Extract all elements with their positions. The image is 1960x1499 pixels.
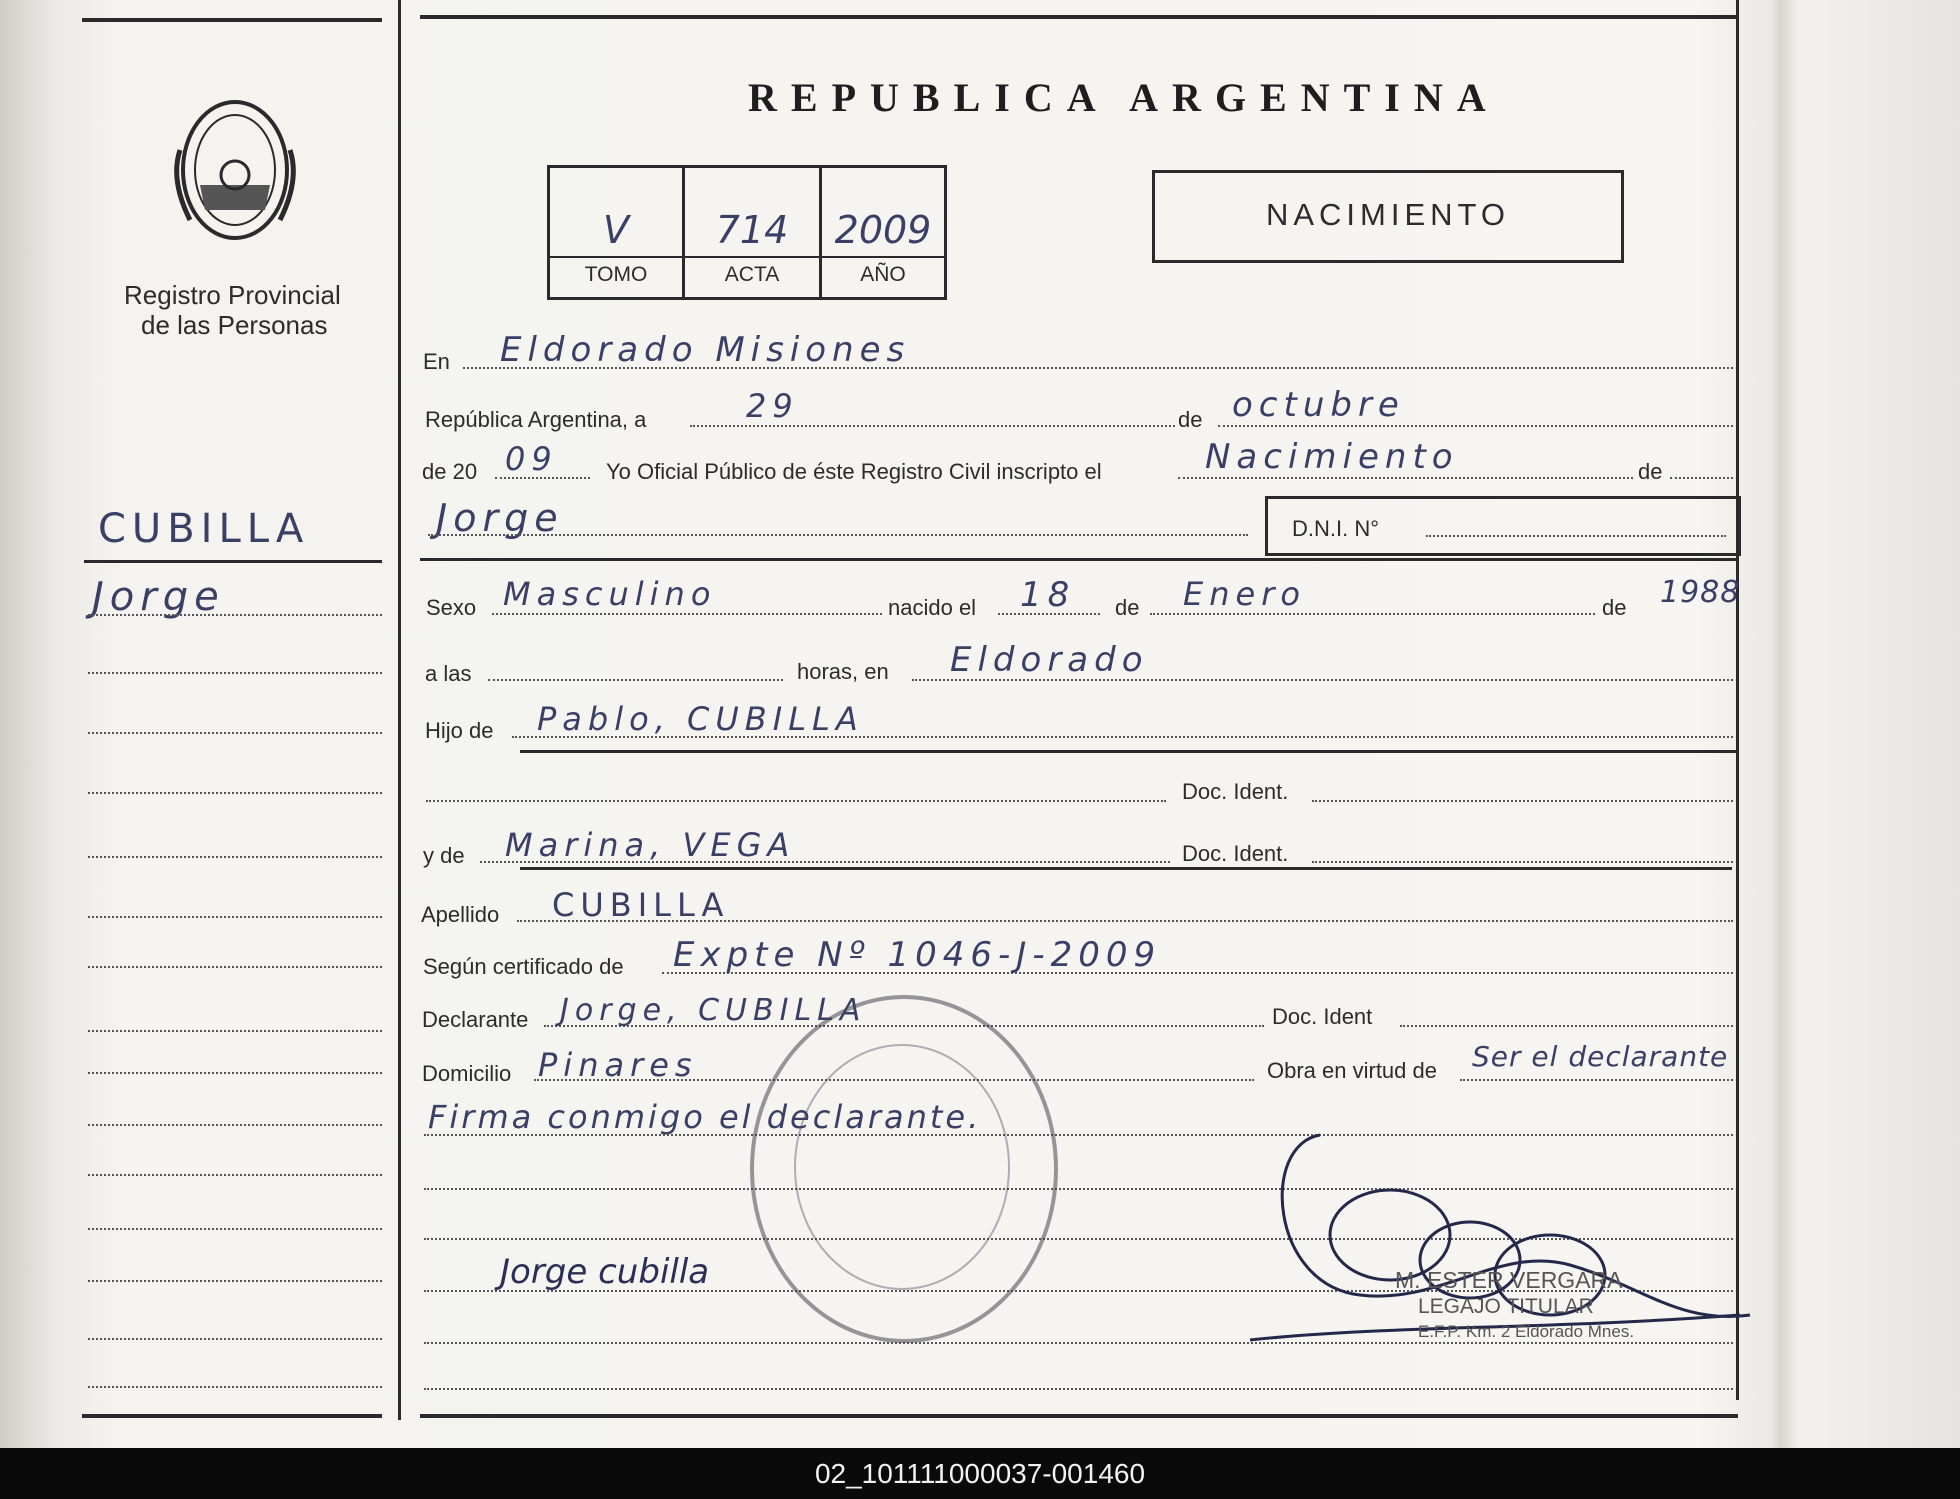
image-caption-bar <box>0 1448 1960 1499</box>
official-stamp-line1: M. ESTER VERGARA <box>1395 1267 1623 1293</box>
image-caption: 02_101111000037-001460 <box>814 1458 1146 1489</box>
birth-place-value: Eldorado <box>950 640 1149 680</box>
birth-de-label: de <box>1115 595 1140 620</box>
month-value: octubre <box>1232 385 1405 425</box>
doc-ident-3-line <box>1400 1025 1733 1027</box>
domicilio-label: Domicilio <box>422 1061 512 1086</box>
a-las-label: a las <box>425 661 472 686</box>
father-value: Pablo, CUBILLA <box>537 700 864 738</box>
segun-label: Según certificado de <box>423 954 624 979</box>
person-name-line <box>428 534 1248 536</box>
father-doc-line <box>426 800 1166 802</box>
bottom-rule-left <box>82 1414 382 1418</box>
margin-line <box>88 856 382 858</box>
en-label: En <box>423 349 450 374</box>
cell-divider <box>822 256 944 258</box>
official-stamp-line3: E.F.P. Km. 2 Eldorado Mnes. <box>1418 1322 1635 1341</box>
margin-line <box>88 1386 382 1388</box>
birth-day-value: 18 <box>1020 575 1076 615</box>
anio-label: AÑO <box>860 263 906 286</box>
record-type-box <box>1152 170 1624 263</box>
sexo-value: Masculino <box>503 575 717 613</box>
dni-line <box>1426 535 1726 537</box>
sexo-label: Sexo <box>426 595 477 620</box>
name-section-rule <box>420 558 1736 561</box>
apellido-label: Apellido <box>421 902 500 927</box>
inscripto-label: Yo Oficial Público de éste Registro Civil inscripto el <box>606 459 1102 484</box>
day-line <box>690 425 1175 427</box>
year-suffix-value: 09 <box>505 440 558 478</box>
margin-line <box>88 966 382 968</box>
father-rule <box>520 750 1736 753</box>
de20-label: de 20 <box>422 459 478 484</box>
record-type-label: NACIMIENTO <box>1265 197 1511 232</box>
margin-line <box>88 1228 382 1230</box>
margin-surname-rule <box>84 560 382 563</box>
domicilio-value: Pinares <box>538 1046 698 1084</box>
hour-line <box>488 679 783 681</box>
obra-label: Obra en virtud de <box>1267 1058 1437 1083</box>
person-name-value: Jorge <box>436 496 564 540</box>
margin-line <box>88 672 382 674</box>
birth-year-value: 1988 <box>1660 575 1741 610</box>
acta-cell <box>685 168 822 297</box>
place-value: Eldorado Misiones <box>500 330 911 370</box>
tomo-value: V <box>603 208 629 252</box>
obra-line <box>1460 1079 1733 1081</box>
apellido-value: CUBILLA <box>552 886 730 924</box>
province-seal-icon <box>160 90 310 250</box>
de-label: de <box>1178 407 1203 432</box>
doc-ident-3-label: Doc. Ident <box>1272 1004 1373 1029</box>
obra-value: Ser el declarante <box>1472 1040 1729 1073</box>
hijo-label: Hijo de <box>425 718 494 743</box>
top-rule-left <box>82 18 382 22</box>
margin-line <box>88 614 382 616</box>
margin-line <box>88 1124 382 1126</box>
mother-rule <box>520 867 1732 870</box>
official-signature-scribble <box>1240 1125 1760 1355</box>
official-stamp-line2: LEGAJO TITULAR <box>1418 1295 1594 1318</box>
tomo-label: TOMO <box>584 263 648 286</box>
document-title: REPUBLICA ARGENTINA <box>748 75 1500 120</box>
anio-cell <box>822 168 944 297</box>
birth-month-value: Enero <box>1183 575 1306 613</box>
sexo-line <box>492 613 882 615</box>
doc-ident-1-line <box>1312 800 1733 802</box>
cell-divider <box>685 256 819 258</box>
registry-seal-stamp <box>750 995 1058 1343</box>
note-line <box>424 1388 1733 1390</box>
acta-value: 714 <box>715 208 789 252</box>
registry-name-line1: Registro Provincial <box>124 280 341 310</box>
cell-divider <box>550 256 682 258</box>
de-end-label: de <box>1638 459 1663 484</box>
doc-ident-1-label: Doc. Ident. <box>1182 779 1289 804</box>
left-column-divider <box>398 0 401 1420</box>
bottom-rule <box>420 1414 1738 1418</box>
seal-inner-ring <box>794 1044 1010 1290</box>
margin-line <box>88 1072 382 1074</box>
mother-value: Marina, VEGA <box>505 826 796 864</box>
certificado-value: Expte Nº 1046-J-2009 <box>673 935 1162 975</box>
declarante-label: Declarante <box>422 1007 529 1032</box>
dni-box <box>1265 496 1741 556</box>
anio-value: 2009 <box>834 208 932 252</box>
declarante-value: Jorge, CUBILLA <box>560 993 867 1028</box>
margin-line <box>88 1280 382 1282</box>
margin-line <box>88 792 382 794</box>
month-line <box>1218 425 1733 427</box>
margin-line <box>88 1030 382 1032</box>
act-kind-value: Nacimiento <box>1205 437 1459 477</box>
dni-label: D.N.I. N° <box>1292 516 1380 541</box>
reference-box <box>547 165 947 300</box>
horas-label: horas, en <box>797 659 889 684</box>
margin-given-name: Jorge <box>92 574 225 620</box>
declarant-signature: Jorge cubilla <box>500 1252 710 1292</box>
registry-name-line2: de las Personas <box>141 310 328 340</box>
birth-de-year-label: de <box>1602 595 1627 620</box>
birth-month-line <box>1150 613 1595 615</box>
act-kind-line <box>1178 477 1633 479</box>
de-end-line <box>1670 477 1733 479</box>
top-rule <box>420 15 1738 19</box>
margin-line <box>88 1174 382 1176</box>
acta-label: ACTA <box>724 263 780 286</box>
doc-ident-2-line <box>1312 861 1733 863</box>
margin-surname: CUBILLA <box>98 506 310 552</box>
republica-label: República Argentina, a <box>425 407 647 432</box>
margin-line <box>88 916 382 918</box>
y-de-label: y de <box>423 843 465 868</box>
margin-line <box>88 732 382 734</box>
firma-note: Firma conmigo el declarante. <box>428 1098 982 1136</box>
margin-line <box>88 1338 382 1340</box>
nacido-label: nacido el <box>888 595 977 620</box>
doc-ident-2-label: Doc. Ident. <box>1182 841 1289 866</box>
day-value: 29 <box>746 387 799 425</box>
tomo-cell <box>550 168 685 297</box>
